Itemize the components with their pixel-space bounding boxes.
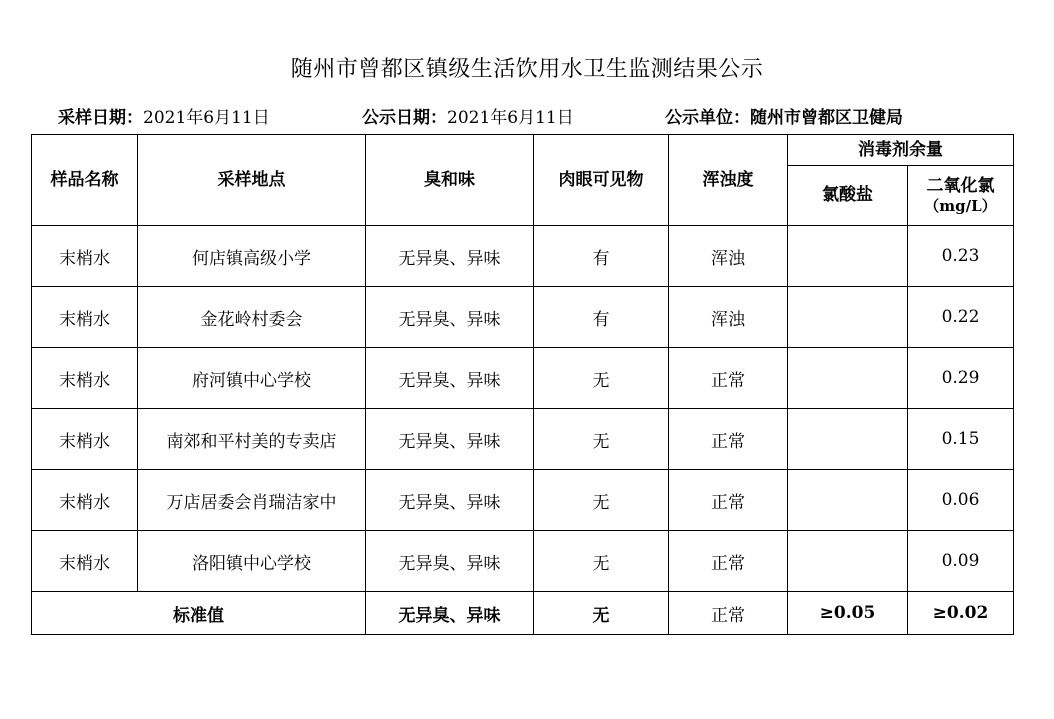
cell-location: 何店镇高级小学 [138, 226, 366, 287]
table-row [32, 531, 1014, 592]
header-chlorine-dioxide-unit: （mg/L） [924, 196, 997, 215]
table-row [32, 287, 1014, 348]
sample-date-label: 采样日期： [58, 108, 143, 128]
cell-chlorine-dioxide: 0.09 [908, 531, 1014, 592]
cell-location: 金花岭村委会 [138, 287, 366, 348]
cell-chlorate [788, 470, 908, 531]
cell-visible-matter: 无 [534, 348, 669, 409]
sample-date-value: 2021年6月11日 [143, 108, 270, 128]
cell-odor: 无异臭、异味 [366, 348, 534, 409]
table-row [32, 409, 1014, 470]
cell-chlorate [788, 287, 908, 348]
cell-chlorine-dioxide: 0.29 [908, 348, 1014, 409]
cell-visible-matter: 有 [534, 226, 669, 287]
table-row [32, 470, 1014, 531]
cell-chlorate [788, 348, 908, 409]
cell-location: 南郊和平村美的专卖店 [138, 409, 366, 470]
cell-chlorine-dioxide: 0.15 [908, 409, 1014, 470]
cell-chlorate [788, 531, 908, 592]
standard-odor: 无异臭、异味 [366, 592, 534, 635]
header-chlorine-dioxide [908, 166, 1014, 226]
standard-chlorate: ≥0.05 [788, 592, 908, 635]
cell-location: 万店居委会肖瑞洁家中 [138, 470, 366, 531]
standard-row [32, 592, 1014, 635]
cell-turbidity: 正常 [669, 348, 788, 409]
cell-chlorine-dioxide: 0.22 [908, 287, 1014, 348]
cell-turbidity: 浑浊 [669, 287, 788, 348]
header-odor: 臭和味 [366, 135, 534, 226]
table-row [32, 226, 1014, 287]
publishing-unit [665, 103, 903, 128]
cell-chlorine-dioxide: 0.06 [908, 470, 1014, 531]
standard-turbidity: 正常 [669, 592, 788, 635]
cell-odor: 无异臭、异味 [366, 409, 534, 470]
cell-visible-matter: 有 [534, 287, 669, 348]
cell-odor: 无异臭、异味 [366, 287, 534, 348]
cell-visible-matter: 无 [534, 470, 669, 531]
cell-turbidity: 正常 [669, 409, 788, 470]
header-location: 采样地点 [138, 135, 366, 226]
cell-visible-matter: 无 [534, 531, 669, 592]
cell-location: 府河镇中心学校 [138, 348, 366, 409]
results-table [31, 134, 1014, 635]
cell-odor: 无异臭、异味 [366, 470, 534, 531]
cell-odor: 无异臭、异味 [366, 226, 534, 287]
publish-date-value: 2021年6月11日 [447, 108, 574, 128]
cell-sample-name: 末梢水 [32, 470, 138, 531]
cell-turbidity: 正常 [669, 470, 788, 531]
page-title: 随州市曾都区镇级生活饮用水卫生监测结果公示 [290, 57, 764, 82]
cell-sample-name: 末梢水 [32, 531, 138, 592]
sample-date [58, 103, 270, 128]
header-turbidity: 浑浊度 [669, 135, 788, 226]
table-row [32, 348, 1014, 409]
header-disinfectant-residual: 消毒剂余量 [788, 135, 1014, 166]
publish-date-label: 公示日期： [362, 108, 447, 128]
cell-chlorine-dioxide: 0.23 [908, 226, 1014, 287]
cell-sample-name: 末梢水 [32, 226, 138, 287]
cell-sample-name: 末梢水 [32, 348, 138, 409]
cell-sample-name: 末梢水 [32, 409, 138, 470]
publish-date [362, 103, 574, 128]
header-chlorate: 氯酸盐 [788, 166, 908, 226]
standard-visible-matter: 无 [534, 592, 669, 635]
cell-location: 洛阳镇中心学校 [138, 531, 366, 592]
header-visible-matter: 肉眼可见物 [534, 135, 669, 226]
cell-visible-matter: 无 [534, 409, 669, 470]
standard-chlorine-dioxide: ≥0.02 [908, 592, 1014, 635]
cell-odor: 无异臭、异味 [366, 531, 534, 592]
cell-turbidity: 浑浊 [669, 226, 788, 287]
header-sample-name: 样品名称 [32, 135, 138, 226]
cell-chlorate [788, 226, 908, 287]
standard-label: 标准值 [32, 592, 366, 635]
cell-turbidity: 正常 [669, 531, 788, 592]
publishing-unit-label: 公示单位： [665, 108, 750, 128]
header-chlorine-dioxide-label: 二氧化氯 [926, 176, 995, 197]
publishing-unit-value: 随州市曾都区卫健局 [750, 108, 903, 128]
cell-sample-name: 末梢水 [32, 287, 138, 348]
cell-chlorate [788, 409, 908, 470]
